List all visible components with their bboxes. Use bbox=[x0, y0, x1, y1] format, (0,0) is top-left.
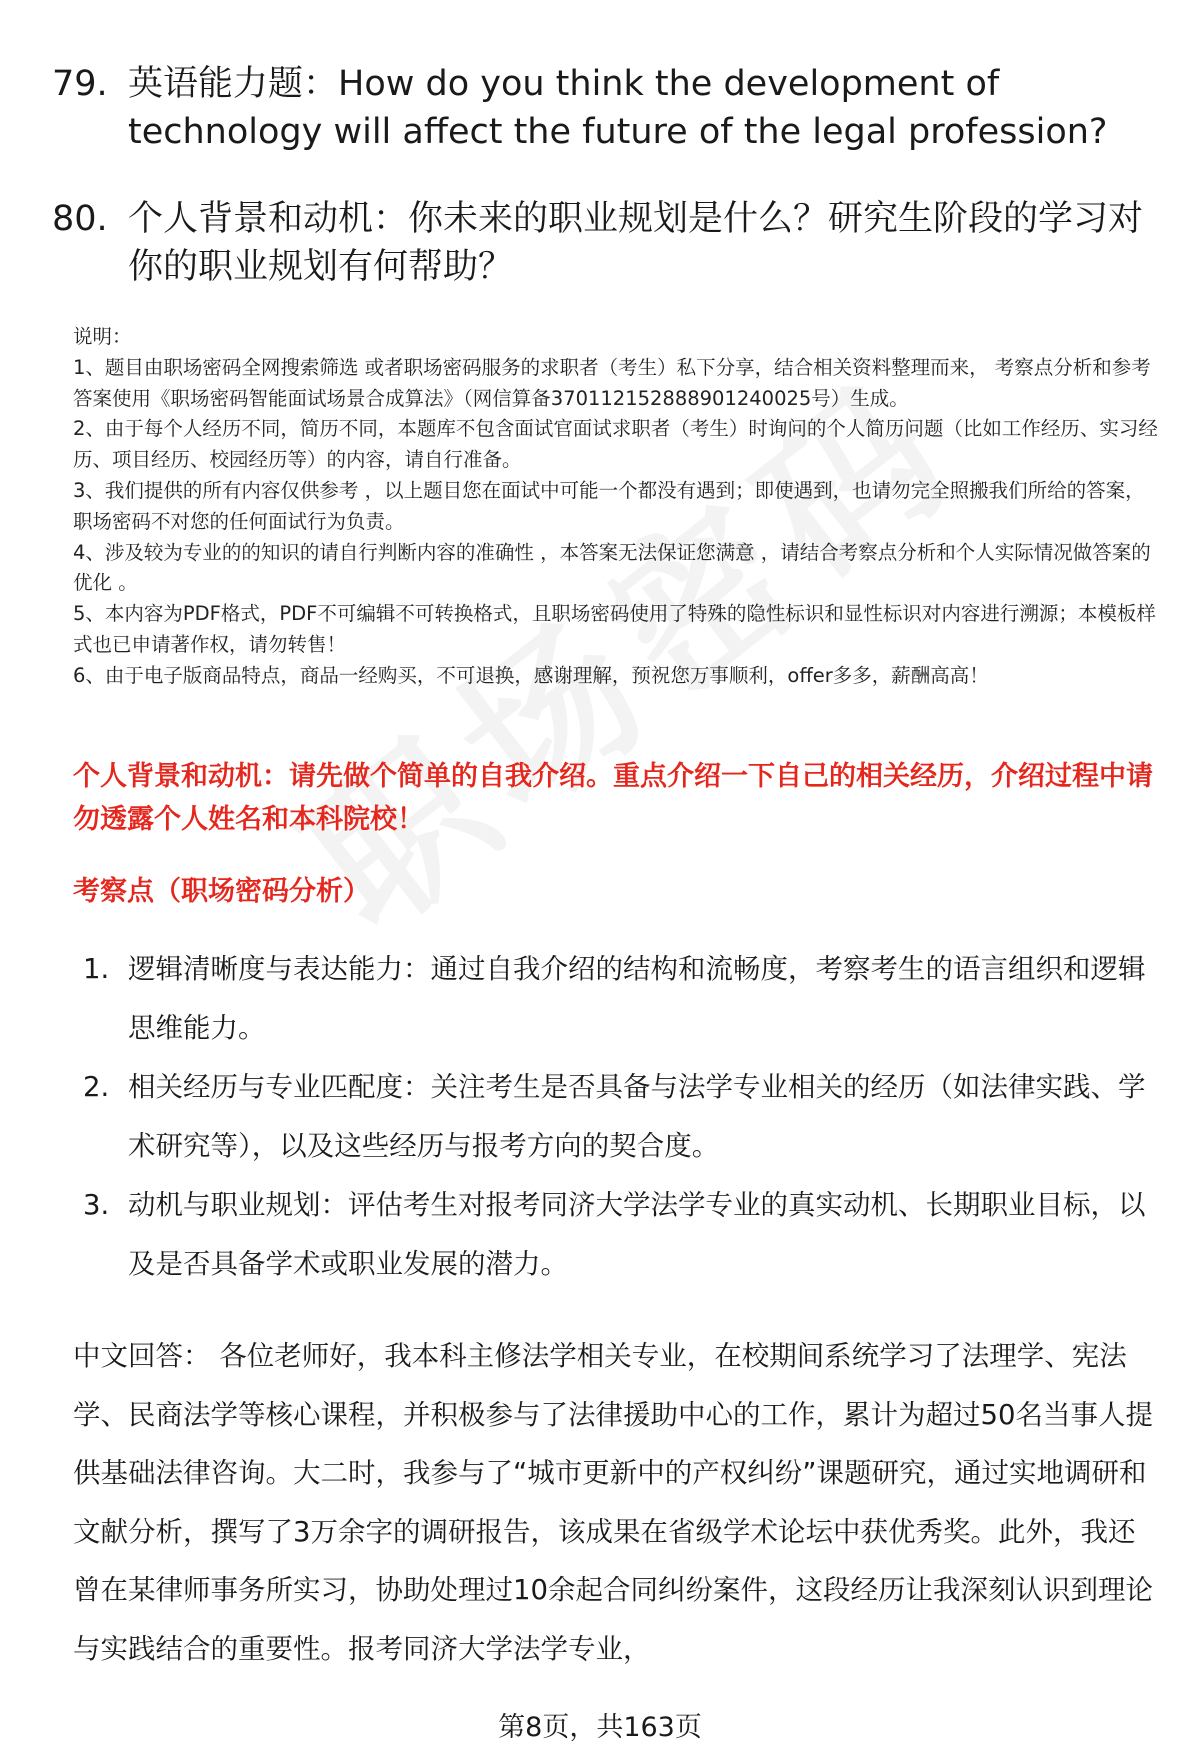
note-item: 1、题目由职场密码全网搜索筛选 或者职场密码服务的求职者（考生）私下分享，结合相关资料整理而来， 考察点分析和参考答案使用《职场密码智能面试场景合成算法》（网信算备370112152888901240025号）生成。 bbox=[73, 355, 1151, 410]
question-text: 英语能力题：How do you think the development of technology will affect the future of the legal profession? bbox=[128, 64, 1108, 152]
point-number: 1. bbox=[83, 953, 110, 985]
analysis-heading: 考察点（职场密码分析） bbox=[73, 876, 370, 907]
question-79 bbox=[52, 60, 1152, 156]
point-number: 3. bbox=[83, 1189, 110, 1221]
analysis-point bbox=[73, 1058, 1153, 1176]
answer-text: 中文回答： 各位老师好，我本科主修法学相关专业，在校期间系统学习了法理学、宪法学、民商法学等核心课程，并积极参与了法律援助中心的工作，累计为超过50名当事人提供基础法律咨询。大二时，我参与了“城市更新中的产权纠纷”课题研究，通过实地调研和文献分析，撰写了3万余字的调研报告，该成果在省级学术论坛中获优秀奖。此外，我还曾在某律师事务所实习，协助处理过10余起合同纠纷案件，这段经历让我深刻认识到理论与实践结合的重要性。报考同济大学法学专业， bbox=[73, 1340, 1153, 1665]
point-text: 逻辑清晰度与表达能力：通过自我介绍的结构和流畅度，考察考生的语言组织和逻辑思维能力。 bbox=[128, 953, 1146, 1044]
note-item: 5、本内容为PDF格式，PDF不可编辑不可转换格式，且职场密码使用了特殊的隐性标识和显性标识对内容进行溯源；本模板样式也已申请著作权，请勿转售！ bbox=[73, 602, 1156, 656]
point-text: 动机与职业规划：评估考生对报考同济大学法学专业的真实动机、长期职业目标，以及是否具备学术或职业发展的潜力。 bbox=[128, 1189, 1146, 1280]
analysis-point bbox=[73, 1176, 1153, 1294]
note-item: 4、涉及较为专业的的知识的请自行判断内容的准确性 ，本答案无法保证您满意 ，请结合考察点分析和个人实际情况做答案的优化 。 bbox=[73, 540, 1151, 595]
page-footer: 第8页，共163页 bbox=[498, 1712, 702, 1743]
note-item: 6、由于电子版商品特点，商品一经购买，不可退换，感谢理解，预祝您万事顺利，offer多多，薪酬高高！ bbox=[73, 663, 989, 687]
note-item: 2、由于每个人经历不同，简历不同，本题库不包含面试官面试求职者（考生）时询问的个人简历问题（比如工作经历、实习经历、项目经历、校园经历等）的内容，请自行准备。 bbox=[73, 417, 1158, 472]
question-80 bbox=[52, 195, 1152, 291]
note-item: 3、我们提供的所有内容仅供参考 ，以上题目您在面试中可能一个都没有遇到；即使遇到，也请勿完全照搬我们所给的答案，职场密码不对您的任何面试行为负责。 bbox=[73, 478, 1145, 533]
point-number: 2. bbox=[83, 1071, 110, 1103]
disclaimer-notes bbox=[73, 322, 1163, 692]
question-number: 80. bbox=[52, 199, 108, 239]
point-text: 相关经历与专业匹配度：关注考生是否具备与法学专业相关的经历（如法律实践、学术研究等），以及这些经历与报考方向的契合度。 bbox=[128, 1071, 1146, 1162]
notes-title: 说明： bbox=[73, 325, 132, 348]
analysis-point bbox=[73, 940, 1153, 1058]
current-question: 个人背景和动机：请先做个简单的自我介绍。重点介绍一下自己的相关经历，介绍过程中请勿透露个人姓名和本科院校！ bbox=[73, 761, 1153, 835]
question-number: 79. bbox=[52, 64, 108, 104]
analysis-points bbox=[73, 940, 1153, 1294]
question-text: 个人背景和动机：你未来的职业规划是什么？研究生阶段的学习对你的职业规划有何帮助？ bbox=[128, 199, 1144, 287]
